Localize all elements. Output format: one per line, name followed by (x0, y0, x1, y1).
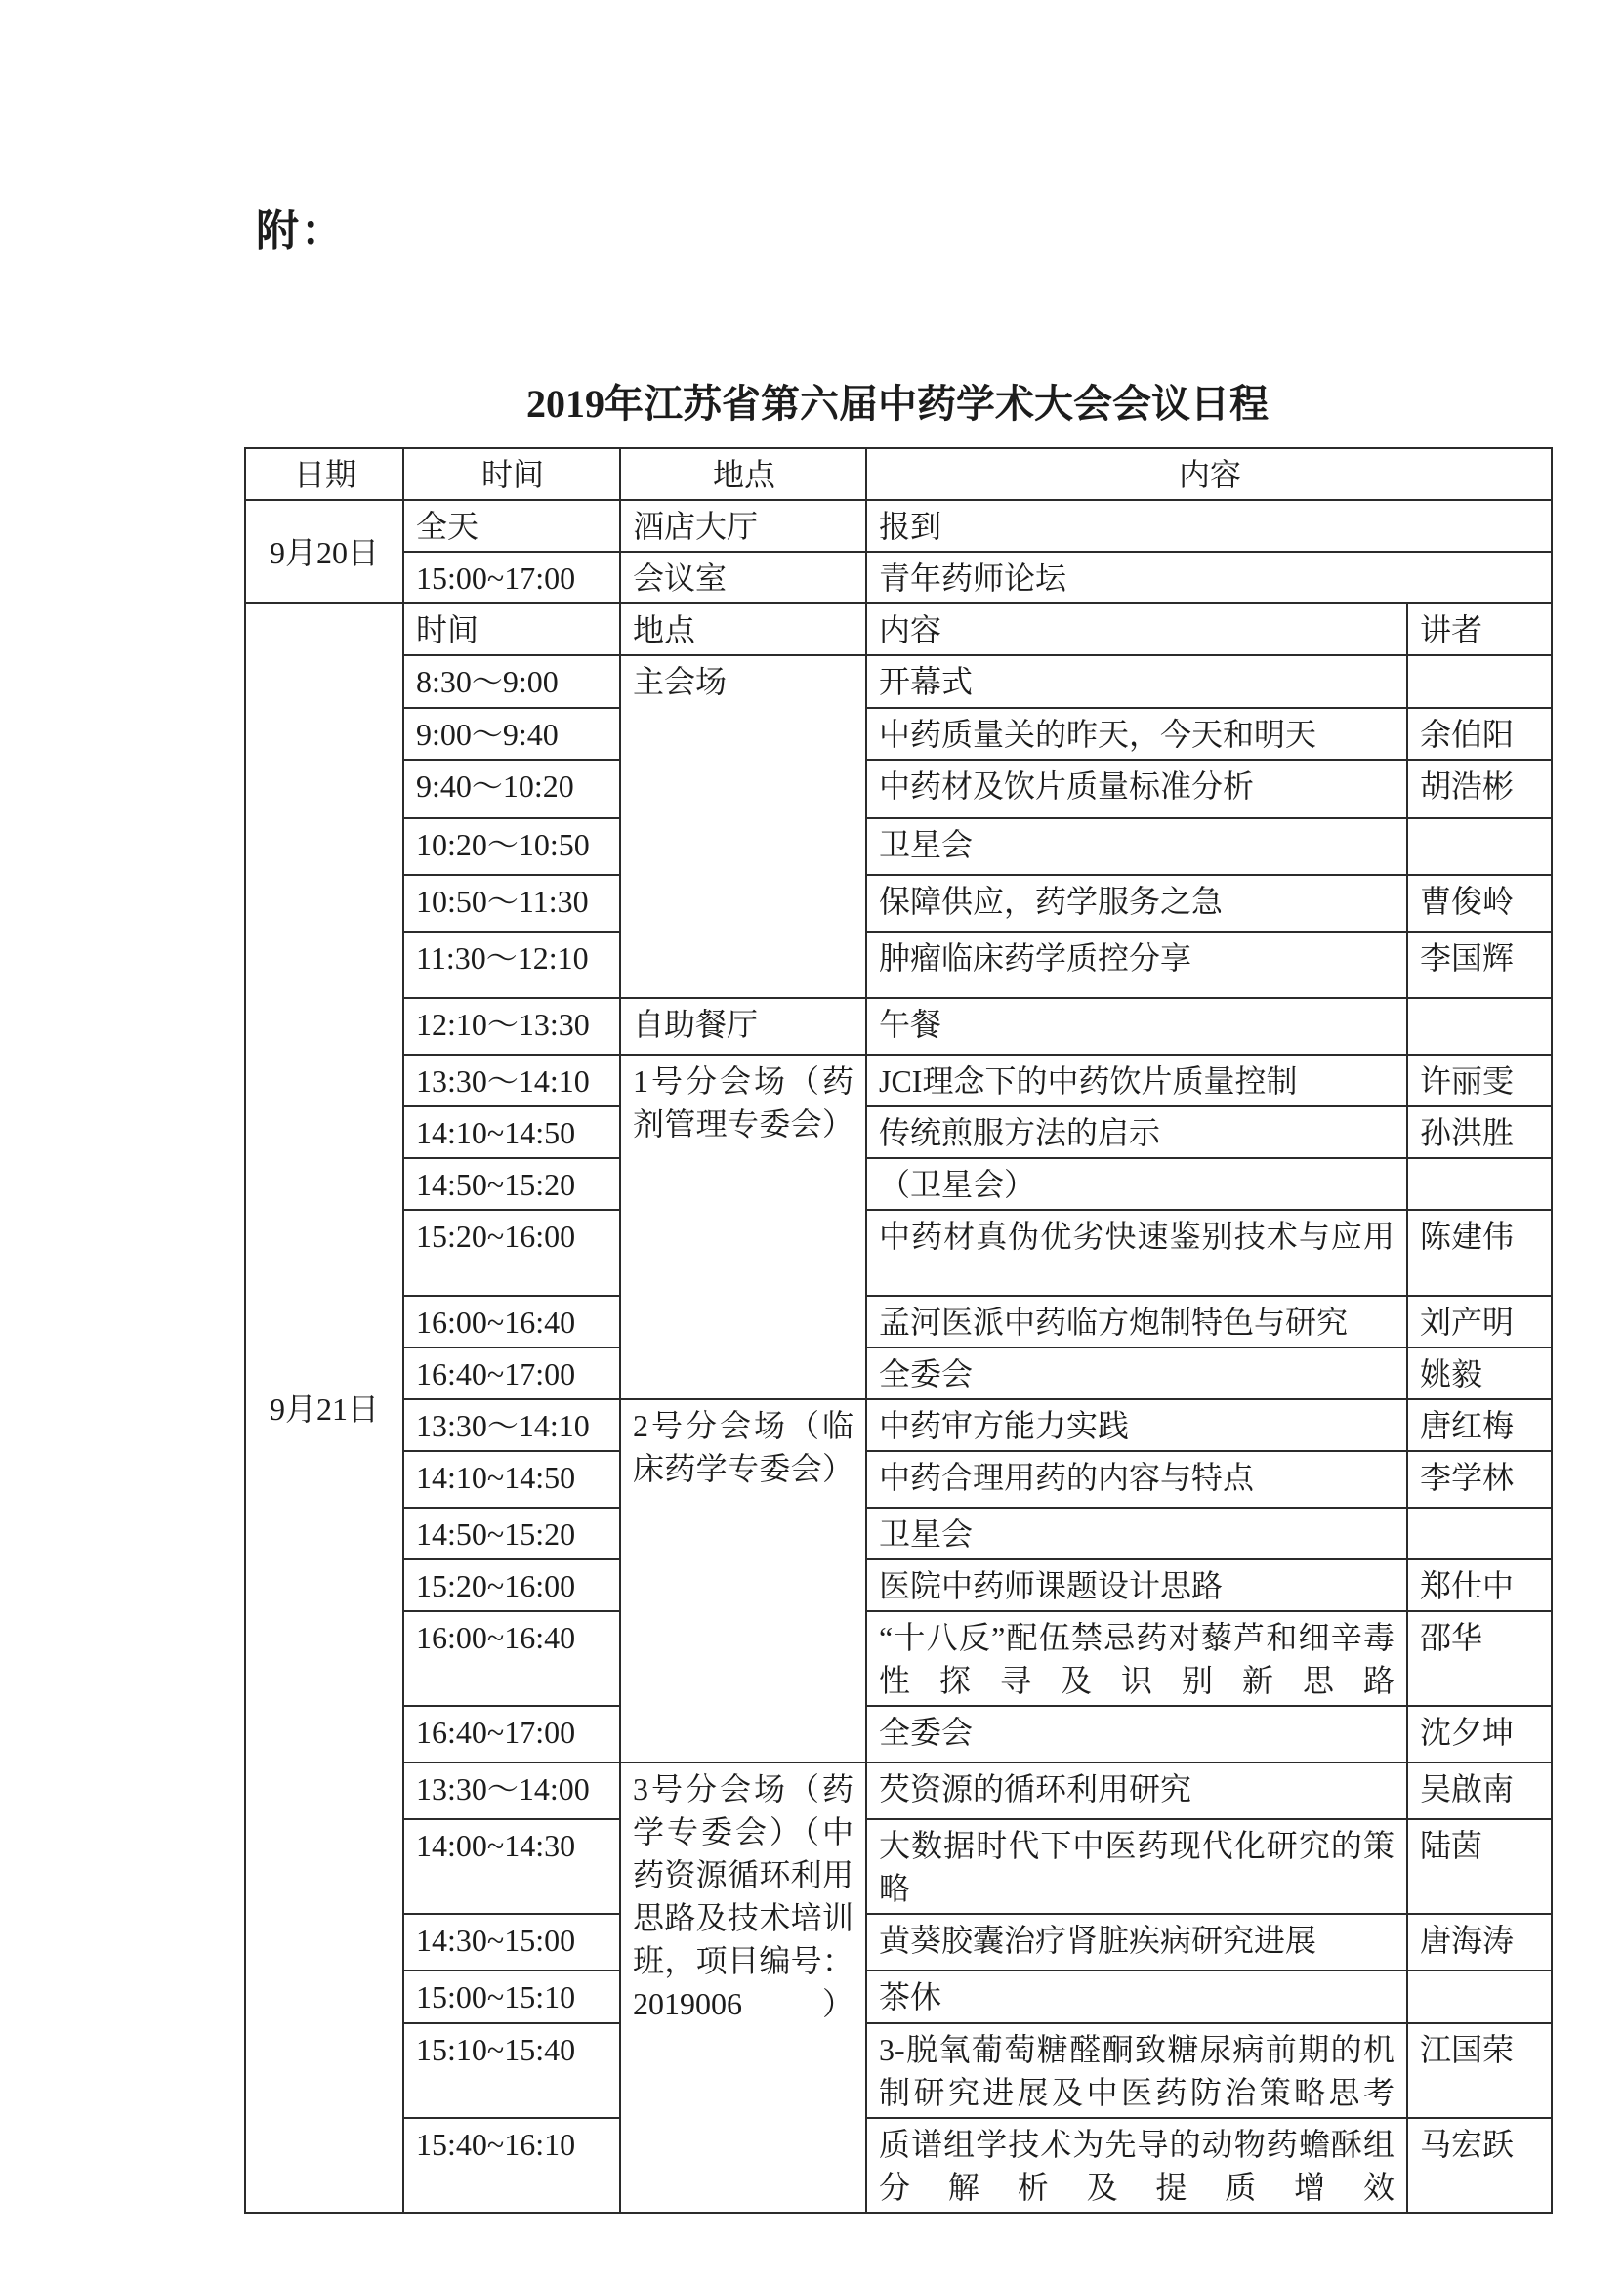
time-cell: 13:30～14:10 (403, 1055, 620, 1106)
speaker-cell: 沈夕坤 (1407, 1706, 1552, 1763)
header-date: 日期 (245, 448, 403, 500)
place-cell-main-venue: 主会场 (620, 655, 866, 998)
place-cell: 会议室 (620, 552, 866, 603)
time-cell: 全天 (403, 500, 620, 552)
time-cell: 16:40~17:00 (403, 1348, 620, 1399)
speaker-cell: 刘产明 (1407, 1296, 1552, 1348)
time-cell: 8:30～9:00 (403, 655, 620, 708)
time-cell: 14:50~15:20 (403, 1158, 620, 1210)
content-cell: （卫星会） (866, 1158, 1407, 1210)
time-cell: 15:20~16:00 (403, 1210, 620, 1296)
document-title: 2019年江苏省第六届中药学术大会会议日程 (526, 382, 1269, 426)
content-cell: 传统煎服方法的启示 (866, 1106, 1407, 1158)
speaker-cell: 曹俊岭 (1407, 875, 1552, 932)
subheader-content: 内容 (866, 603, 1407, 655)
content-cell: 全委会 (866, 1348, 1407, 1399)
time-cell: 9:00～9:40 (403, 708, 620, 760)
content-cell: 芡资源的循环利用研究 (866, 1763, 1407, 1819)
table-row (245, 1399, 1552, 1451)
content-cell: 保障供应，药学服务之急 (866, 875, 1407, 932)
appendix-label: 附： (256, 207, 346, 255)
time-cell: 15:00~17:00 (403, 552, 620, 603)
speaker-cell: 陆茵 (1407, 1819, 1552, 1914)
content-cell: 中药材及饮片质量标准分析 (866, 760, 1407, 818)
table-row (245, 1210, 1552, 1296)
speaker-cell (1407, 655, 1552, 708)
subheader-speaker: 讲者 (1407, 603, 1552, 655)
table-row (245, 998, 1552, 1055)
content-cell: 全委会 (866, 1706, 1407, 1763)
time-cell: 16:00~16:40 (403, 1611, 620, 1706)
table-row (245, 2118, 1552, 2213)
table-row (245, 552, 1552, 603)
subheader-time: 时间 (403, 603, 620, 655)
table-row (245, 1559, 1552, 1611)
speaker-cell: 唐海涛 (1407, 1914, 1552, 1971)
header-time: 时间 (403, 448, 620, 500)
table-row (245, 1819, 1552, 1914)
table-row (245, 1348, 1552, 1399)
header-row (245, 448, 1552, 500)
content-cell: 青年药师论坛 (866, 552, 1552, 603)
subheader-row (245, 603, 1552, 655)
content-cell: 3-脱氧葡萄糖醛酮致糖尿病前期的机制研究进展及中医药防治策略思考 (866, 2023, 1407, 2118)
time-cell: 10:20～10:50 (403, 818, 620, 875)
table-row (245, 1611, 1552, 1706)
content-cell: 黄葵胶囊治疗肾脏疾病研究进展 (866, 1914, 1407, 1971)
place-cell-session1-venue: 1号分会场（药剂管理专委会） (620, 1055, 866, 1399)
speaker-cell (1407, 1158, 1552, 1210)
speaker-cell: 马宏跃 (1407, 2118, 1552, 2213)
table-row (245, 1158, 1552, 1210)
speaker-cell: 吴啟南 (1407, 1763, 1552, 1819)
time-cell: 10:50～11:30 (403, 875, 620, 932)
time-cell: 12:10～13:30 (403, 998, 620, 1055)
content-cell: 中药审方能力实践 (866, 1399, 1407, 1451)
time-cell: 15:00~15:10 (403, 1971, 620, 2023)
table-row (245, 1106, 1552, 1158)
content-cell: 中药合理用药的内容与特点 (866, 1451, 1407, 1508)
content-cell: 质谱组学技术为先导的动物药蟾酥组分解析及提质增效 (866, 2118, 1407, 2213)
content-cell: 中药材真伪优劣快速鉴别技术与应用 (866, 1210, 1407, 1296)
time-cell: 13:30～14:00 (403, 1763, 620, 1819)
table-row (245, 932, 1552, 998)
speaker-cell (1407, 1971, 1552, 2023)
time-cell: 11:30～12:10 (403, 932, 620, 998)
date-cell-day2: 9月21日 (245, 603, 403, 2213)
time-cell: 14:00~14:30 (403, 1819, 620, 1914)
table-row (245, 1763, 1552, 1819)
place-cell: 酒店大厅 (620, 500, 866, 552)
speaker-cell: 余伯阳 (1407, 708, 1552, 760)
content-cell: 中药质量关的昨天，今天和明天 (866, 708, 1407, 760)
speaker-cell: 许丽雯 (1407, 1055, 1552, 1106)
time-cell: 16:40~17:00 (403, 1706, 620, 1763)
content-cell: JCI理念下的中药饮片质量控制 (866, 1055, 1407, 1106)
place-cell: 自助餐厅 (620, 998, 866, 1055)
time-cell: 9:40～10:20 (403, 760, 620, 818)
table-row (245, 655, 1552, 708)
content-cell: “十八反”配伍禁忌药对藜芦和细辛毒性探寻及识别新思路 (866, 1611, 1407, 1706)
time-cell: 14:10~14:50 (403, 1451, 620, 1508)
time-cell: 16:00~16:40 (403, 1296, 620, 1348)
header-content: 内容 (866, 448, 1552, 500)
table-row (245, 1451, 1552, 1508)
table-row (245, 1055, 1552, 1106)
speaker-cell: 陈建伟 (1407, 1210, 1552, 1296)
speaker-cell: 李学林 (1407, 1451, 1552, 1508)
content-cell: 卫星会 (866, 1508, 1407, 1559)
place-cell-session3-venue: 3号分会场（药学专委会）（中药资源循环利用思路及技术培训班，项目编号：2019006） (620, 1763, 866, 2213)
content-cell: 开幕式 (866, 655, 1407, 708)
content-cell: 报到 (866, 500, 1552, 552)
content-cell: 午餐 (866, 998, 1407, 1055)
table-row (245, 500, 1552, 552)
date-cell-day1: 9月20日 (245, 500, 403, 603)
time-cell: 15:10~15:40 (403, 2023, 620, 2118)
table-row (245, 1914, 1552, 1971)
table-row (245, 1296, 1552, 1348)
content-cell: 孟河医派中药临方炮制特色与研究 (866, 1296, 1407, 1348)
speaker-cell: 孙洪胜 (1407, 1106, 1552, 1158)
time-cell: 14:50~15:20 (403, 1508, 620, 1559)
time-cell: 14:10~14:50 (403, 1106, 620, 1158)
header-place: 地点 (620, 448, 866, 500)
speaker-cell: 姚毅 (1407, 1348, 1552, 1399)
table-row (245, 1971, 1552, 2023)
time-cell: 15:40~16:10 (403, 2118, 620, 2213)
table-row (245, 1508, 1552, 1559)
speaker-cell: 唐红梅 (1407, 1399, 1552, 1451)
speaker-cell (1407, 998, 1552, 1055)
speaker-cell (1407, 818, 1552, 875)
speaker-cell (1407, 1508, 1552, 1559)
time-cell: 13:30～14:10 (403, 1399, 620, 1451)
table-row (245, 1706, 1552, 1763)
speaker-cell: 胡浩彬 (1407, 760, 1552, 818)
content-cell: 医院中药师课题设计思路 (866, 1559, 1407, 1611)
table-row (245, 818, 1552, 875)
speaker-cell: 李国辉 (1407, 932, 1552, 998)
table-row (245, 760, 1552, 818)
table-row (245, 2023, 1552, 2118)
schedule-table (244, 447, 1553, 2214)
speaker-cell: 江国荣 (1407, 2023, 1552, 2118)
time-cell: 14:30~15:00 (403, 1914, 620, 1971)
table-row (245, 875, 1552, 932)
place-cell-session2-venue: 2号分会场（临床药学专委会） (620, 1399, 866, 1763)
time-cell: 15:20~16:00 (403, 1559, 620, 1611)
speaker-cell: 邵华 (1407, 1611, 1552, 1706)
subheader-place: 地点 (620, 603, 866, 655)
content-cell: 肿瘤临床药学质控分享 (866, 932, 1407, 998)
table-row (245, 708, 1552, 760)
speaker-cell: 郑仕中 (1407, 1559, 1552, 1611)
content-cell: 茶休 (866, 1971, 1407, 2023)
content-cell: 大数据时代下中医药现代化研究的策略 (866, 1819, 1407, 1914)
content-cell: 卫星会 (866, 818, 1407, 875)
